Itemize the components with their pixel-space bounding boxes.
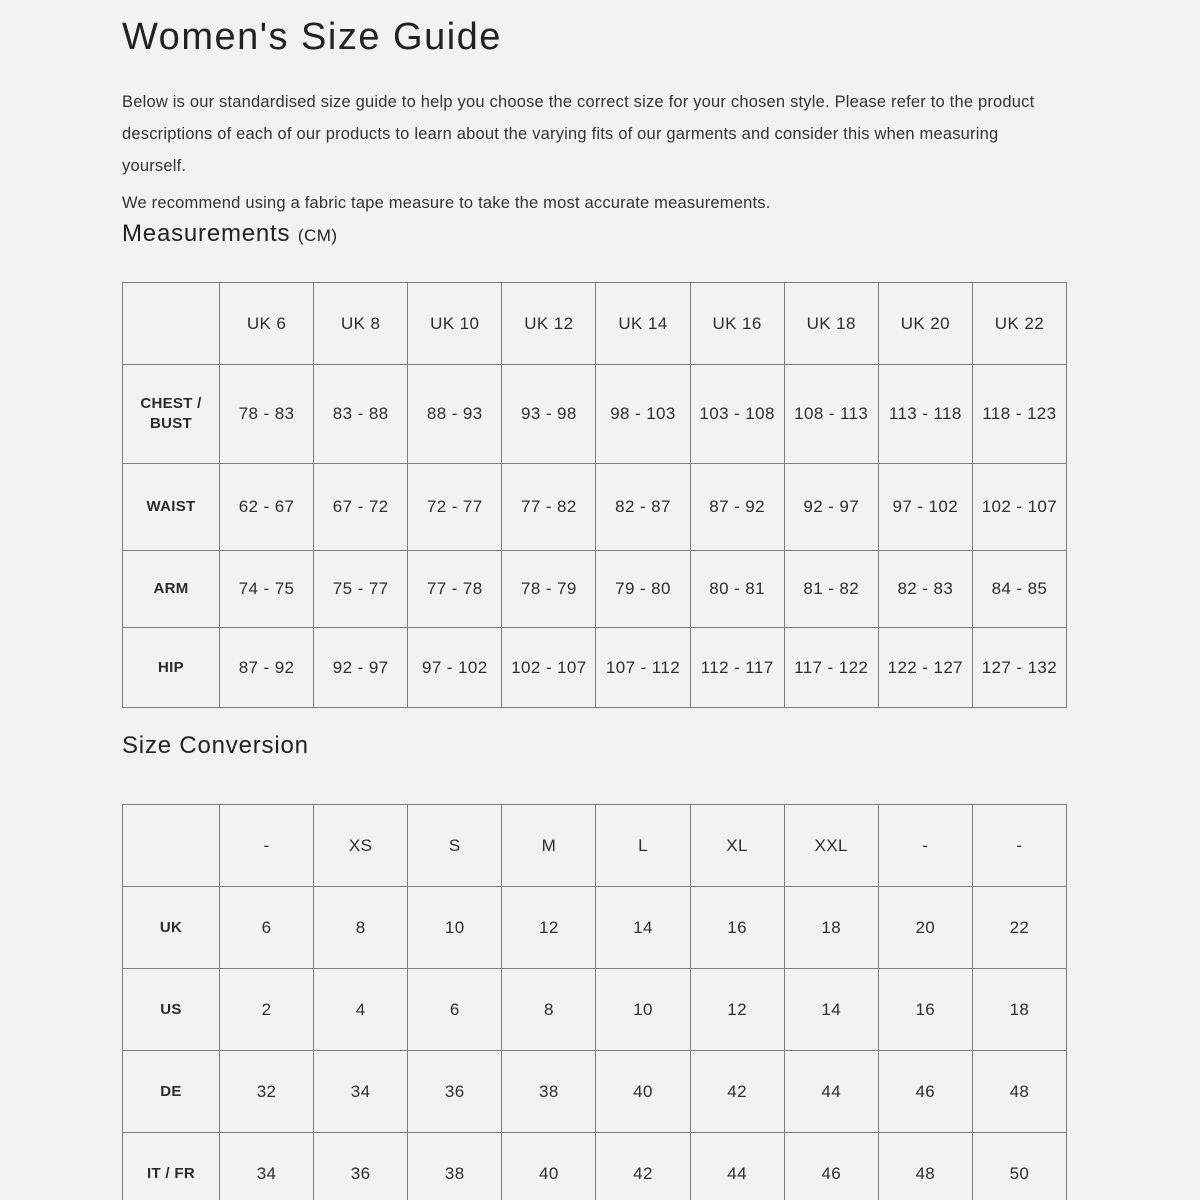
measurements-cell: 77 - 78 bbox=[408, 551, 502, 628]
measurements-heading-text: Measurements bbox=[122, 220, 291, 247]
measurements-cell: 97 - 102 bbox=[878, 464, 972, 551]
measurements-cell: 108 - 113 bbox=[784, 365, 878, 464]
measurements-cell: 92 - 97 bbox=[784, 464, 878, 551]
measurements-header-cell: UK 8 bbox=[314, 283, 408, 365]
conversion-cell: 16 bbox=[690, 887, 784, 969]
measurements-cell: 102 - 107 bbox=[502, 628, 596, 708]
conversion-cell: 42 bbox=[596, 1133, 690, 1200]
measurements-cell: 82 - 83 bbox=[878, 551, 972, 628]
conversion-row-label: DE bbox=[123, 1051, 220, 1133]
conversion-header-cell: XS bbox=[314, 805, 408, 887]
conversion-cell: 36 bbox=[408, 1051, 502, 1133]
measurements-header-cell: UK 16 bbox=[690, 283, 784, 365]
measurements-row bbox=[123, 464, 1067, 551]
measurements-row-label: WAIST bbox=[123, 464, 220, 551]
conversion-cell: 12 bbox=[502, 887, 596, 969]
conversion-row bbox=[123, 887, 1067, 969]
measurements-cell: 80 - 81 bbox=[690, 551, 784, 628]
measurements-cell: 75 - 77 bbox=[314, 551, 408, 628]
intro-paragraph-2: We recommend using a fabric tape measure to take the most accurate measurements. bbox=[122, 194, 771, 212]
conversion-cell: 2 bbox=[220, 969, 314, 1051]
conversion-cell: 38 bbox=[408, 1133, 502, 1200]
measurements-row-label: HIP bbox=[123, 628, 220, 708]
conversion-header-cell bbox=[123, 805, 220, 887]
measurements-header-cell: UK 10 bbox=[408, 283, 502, 365]
measurements-heading bbox=[122, 220, 1066, 248]
measurements-cell: 127 - 132 bbox=[972, 628, 1066, 708]
measurements-header-cell: UK 14 bbox=[596, 283, 690, 365]
measurements-cell: 67 - 72 bbox=[314, 464, 408, 551]
measurements-cell: 87 - 92 bbox=[690, 464, 784, 551]
measurements-cell: 62 - 67 bbox=[220, 464, 314, 551]
conversion-cell: 8 bbox=[314, 887, 408, 969]
measurements-cell: 78 - 79 bbox=[502, 551, 596, 628]
conversion-header-cell: - bbox=[220, 805, 314, 887]
measurements-header-cell: UK 20 bbox=[878, 283, 972, 365]
conversion-row-label: UK bbox=[123, 887, 220, 969]
page-content bbox=[122, 0, 1066, 1200]
conversion-cell: 48 bbox=[972, 1051, 1066, 1133]
conversion-cell: 46 bbox=[878, 1051, 972, 1133]
conversion-row bbox=[123, 1133, 1067, 1200]
measurements-cell: 87 - 92 bbox=[220, 628, 314, 708]
measurements-header-cell: UK 6 bbox=[220, 283, 314, 365]
conversion-cell: 12 bbox=[690, 969, 784, 1051]
conversion-row bbox=[123, 1051, 1067, 1133]
conversion-cell: 46 bbox=[784, 1133, 878, 1200]
conversion-header-cell: - bbox=[972, 805, 1066, 887]
measurements-cell: 81 - 82 bbox=[784, 551, 878, 628]
conversion-table bbox=[122, 804, 1067, 1200]
conversion-cell: 10 bbox=[596, 969, 690, 1051]
measurements-row-label: ARM bbox=[123, 551, 220, 628]
conversion-header-cell: XXL bbox=[784, 805, 878, 887]
conversion-cell: 36 bbox=[314, 1133, 408, 1200]
measurements-cell: 103 - 108 bbox=[690, 365, 784, 464]
conversion-cell: 32 bbox=[220, 1051, 314, 1133]
measurements-cell: 98 - 103 bbox=[596, 365, 690, 464]
conversion-cell: 40 bbox=[502, 1133, 596, 1200]
conversion-header-row bbox=[123, 805, 1067, 887]
measurements-cell: 79 - 80 bbox=[596, 551, 690, 628]
conversion-cell: 22 bbox=[972, 887, 1066, 969]
conversion-cell: 50 bbox=[972, 1133, 1066, 1200]
measurements-cell: 97 - 102 bbox=[408, 628, 502, 708]
conversion-row bbox=[123, 969, 1067, 1051]
measurements-cell: 117 - 122 bbox=[784, 628, 878, 708]
measurements-cell: 113 - 118 bbox=[878, 365, 972, 464]
conversion-cell: 18 bbox=[784, 887, 878, 969]
conversion-cell: 48 bbox=[878, 1133, 972, 1200]
measurements-unit-label: (CM) bbox=[297, 226, 338, 245]
conversion-cell: 16 bbox=[878, 969, 972, 1051]
conversion-row-label: IT / FR bbox=[123, 1133, 220, 1200]
conversion-header-cell: XL bbox=[690, 805, 784, 887]
measurements-header-cell: UK 12 bbox=[502, 283, 596, 365]
conversion-cell: 10 bbox=[408, 887, 502, 969]
conversion-cell: 18 bbox=[972, 969, 1066, 1051]
conversion-cell: 14 bbox=[784, 969, 878, 1051]
measurements-cell: 74 - 75 bbox=[220, 551, 314, 628]
measurements-cell: 83 - 88 bbox=[314, 365, 408, 464]
measurements-cell: 92 - 97 bbox=[314, 628, 408, 708]
conversion-cell: 6 bbox=[220, 887, 314, 969]
conversion-cell: 40 bbox=[596, 1051, 690, 1133]
measurements-cell: 82 - 87 bbox=[596, 464, 690, 551]
conversion-cell: 34 bbox=[314, 1051, 408, 1133]
measurements-cell: 72 - 77 bbox=[408, 464, 502, 551]
measurements-cell: 77 - 82 bbox=[502, 464, 596, 551]
conversion-cell: 8 bbox=[502, 969, 596, 1051]
conversion-cell: 34 bbox=[220, 1133, 314, 1200]
conversion-cell: 6 bbox=[408, 969, 502, 1051]
conversion-cell: 42 bbox=[690, 1051, 784, 1133]
measurements-table bbox=[122, 282, 1067, 708]
measurements-cell: 93 - 98 bbox=[502, 365, 596, 464]
measurements-header-cell: UK 22 bbox=[972, 283, 1066, 365]
measurements-cell: 118 - 123 bbox=[972, 365, 1066, 464]
intro-paragraph-1: Below is our standardised size guide to help you choose the correct size for your chosen style. Please refer to the product descriptions of each of our products to learn about the varying fits of our garments and consider this when measuring yourself. bbox=[122, 93, 1035, 175]
conversion-cell: 44 bbox=[784, 1051, 878, 1133]
conversion-cell: 44 bbox=[690, 1133, 784, 1200]
conversion-header-cell: S bbox=[408, 805, 502, 887]
measurements-cell: 112 - 117 bbox=[690, 628, 784, 708]
measurements-row-label: CHEST / BUST bbox=[123, 365, 220, 464]
page-title: Women's Size Guide bbox=[122, 16, 502, 58]
measurements-row bbox=[123, 628, 1067, 708]
conversion-heading: Size Conversion bbox=[122, 732, 309, 759]
conversion-cell: 14 bbox=[596, 887, 690, 969]
measurements-cell: 122 - 127 bbox=[878, 628, 972, 708]
conversion-header-cell: L bbox=[596, 805, 690, 887]
measurements-header-row bbox=[123, 283, 1067, 365]
conversion-header-cell: M bbox=[502, 805, 596, 887]
measurements-row bbox=[123, 551, 1067, 628]
conversion-cell: 38 bbox=[502, 1051, 596, 1133]
conversion-header-cell: - bbox=[878, 805, 972, 887]
measurements-cell: 84 - 85 bbox=[972, 551, 1066, 628]
conversion-row-label: US bbox=[123, 969, 220, 1051]
measurements-cell: 107 - 112 bbox=[596, 628, 690, 708]
conversion-cell: 20 bbox=[878, 887, 972, 969]
conversion-cell: 4 bbox=[314, 969, 408, 1051]
measurements-header-cell bbox=[123, 283, 220, 365]
measurements-cell: 88 - 93 bbox=[408, 365, 502, 464]
measurements-cell: 102 - 107 bbox=[972, 464, 1066, 551]
measurements-cell: 78 - 83 bbox=[220, 365, 314, 464]
measurements-header-cell: UK 18 bbox=[784, 283, 878, 365]
measurements-row bbox=[123, 365, 1067, 464]
